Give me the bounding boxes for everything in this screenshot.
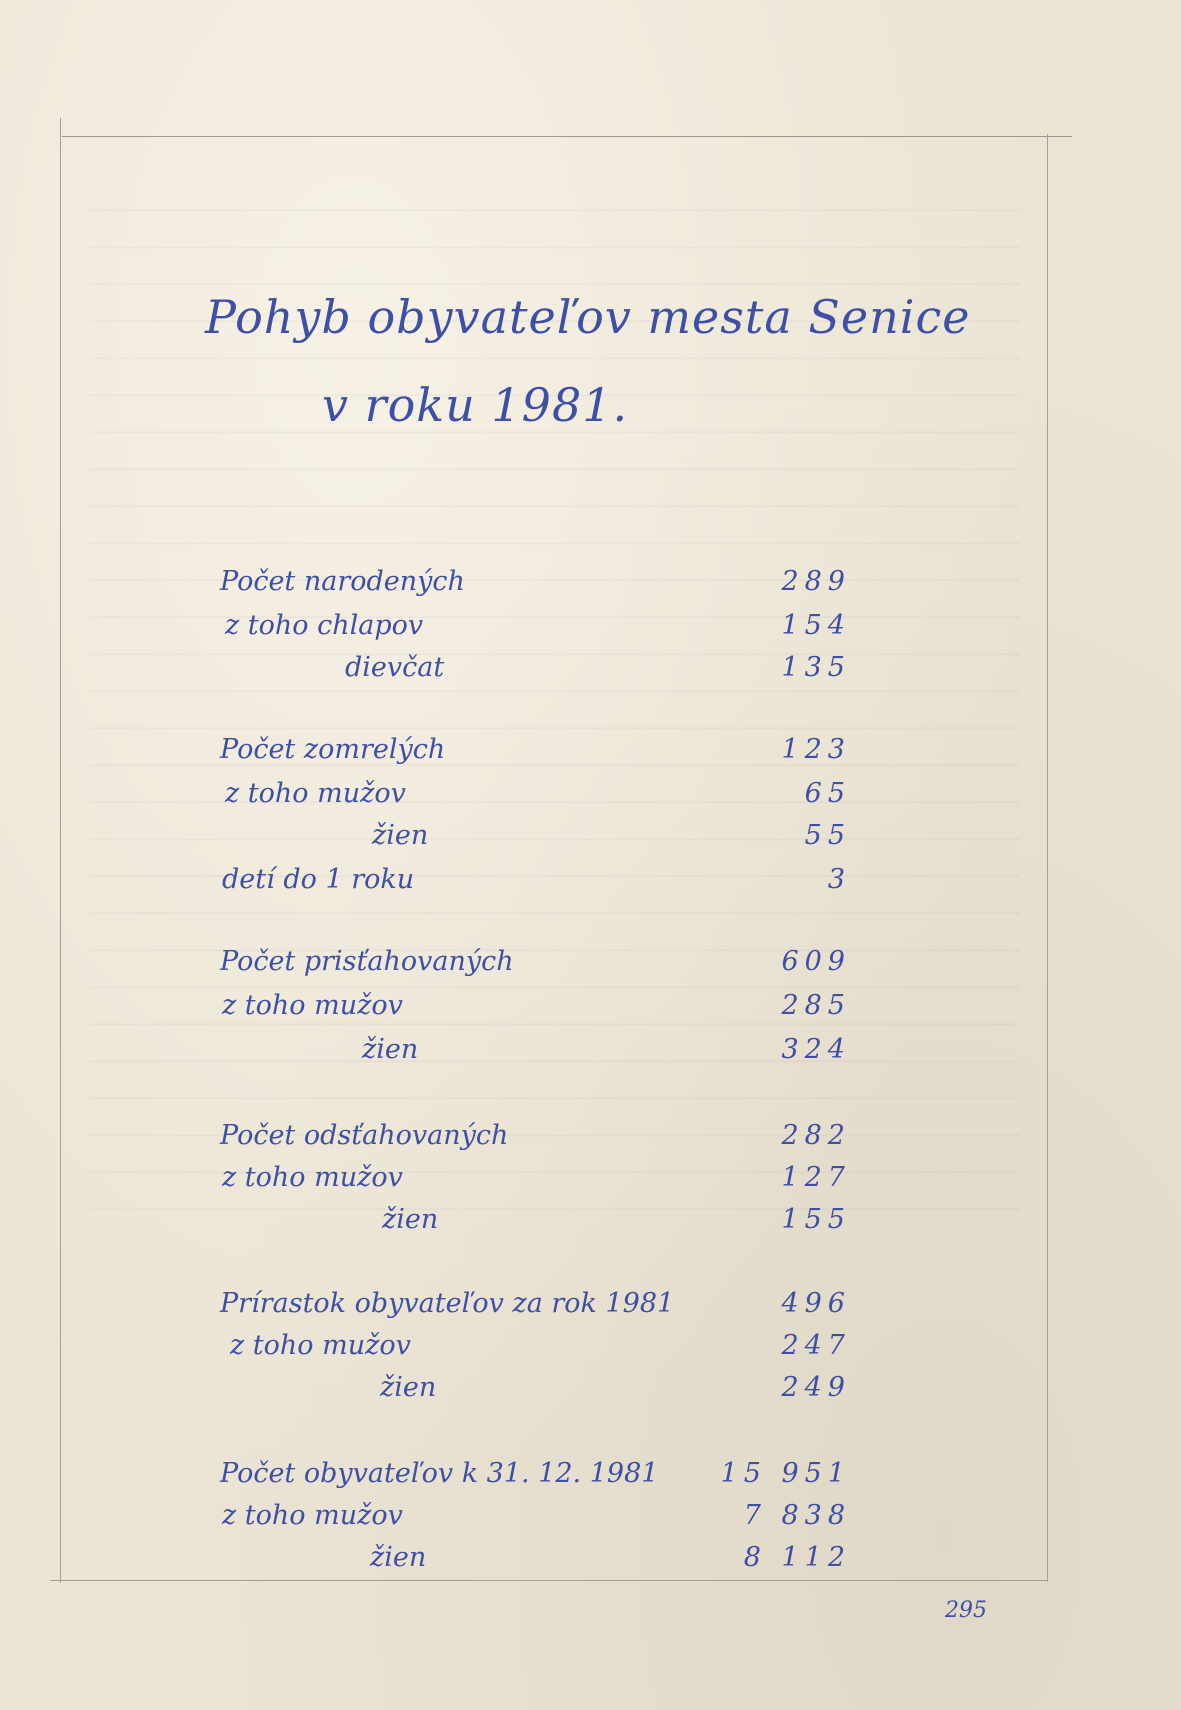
stat-row [0, 1162, 1181, 1198]
stat-value: 247 [781, 1330, 851, 1361]
stat-value: 324 [781, 1034, 851, 1065]
stat-label: žien [370, 1542, 427, 1573]
stat-row [0, 778, 1181, 814]
stat-label: Počet narodených [220, 566, 465, 597]
stat-label: Počet prisťahovaných [220, 946, 514, 977]
stat-row [0, 1034, 1181, 1070]
stat-label: žien [380, 1372, 437, 1403]
stat-row [0, 1330, 1181, 1366]
stat-row [0, 1458, 1181, 1494]
stat-value: 7 838 [743, 1500, 851, 1531]
stat-label: z toho mužov [222, 990, 403, 1021]
stat-value: 289 [781, 566, 851, 597]
stat-value: 496 [781, 1288, 851, 1319]
stat-label: žien [372, 820, 429, 851]
stat-row [0, 1500, 1181, 1536]
stat-row [0, 1204, 1181, 1240]
stat-value: 55 [804, 820, 851, 851]
page-title-line-2: v roku 1981. [322, 378, 629, 432]
stat-value: 123 [781, 734, 851, 765]
stat-row [0, 1542, 1181, 1578]
stat-row [0, 652, 1181, 688]
stat-label: Počet odsťahovaných [220, 1120, 509, 1151]
stat-value: 15 951 [720, 1458, 851, 1489]
stat-row [0, 1288, 1181, 1324]
stat-value: 282 [781, 1120, 851, 1151]
stat-label: z toho mužov [222, 1162, 403, 1193]
stat-label: žien [382, 1204, 439, 1235]
stat-label: z toho mužov [225, 778, 406, 809]
stat-label: Počet zomrelých [220, 734, 446, 765]
stat-row [0, 864, 1181, 900]
page-title-line-1: Pohyb obyvateľov mesta Senice [205, 290, 971, 344]
stat-label: Počet obyvateľov k 31. 12. 1981 [220, 1458, 659, 1489]
stat-label: žien [362, 1034, 419, 1065]
stat-row [0, 946, 1181, 982]
stat-label: z toho mužov [222, 1500, 403, 1531]
stat-label: detí do 1 roku [222, 864, 415, 895]
stat-value: 285 [781, 990, 851, 1021]
stat-value: 155 [781, 1204, 851, 1235]
stat-value: 154 [781, 610, 851, 641]
stat-value: 609 [781, 946, 851, 977]
stat-value: 249 [781, 1372, 851, 1403]
stat-row [0, 990, 1181, 1026]
stat-value: 127 [781, 1162, 851, 1193]
stat-row [0, 1372, 1181, 1408]
stat-label: z toho mužov [230, 1330, 411, 1361]
stat-row [0, 566, 1181, 602]
stat-label: z toho chlapov [225, 610, 424, 641]
stat-row [0, 734, 1181, 770]
stat-value: 8 112 [743, 1542, 851, 1573]
stat-label: Prírastok obyvateľov za rok 1981 [220, 1288, 675, 1319]
page-number: 295 [945, 1598, 987, 1623]
stat-value: 3 [827, 864, 851, 895]
stat-value: 135 [781, 652, 851, 683]
stat-value: 65 [804, 778, 851, 809]
stat-row [0, 820, 1181, 856]
stat-row [0, 610, 1181, 646]
stat-label: dievčat [345, 652, 445, 683]
stat-row [0, 1120, 1181, 1156]
